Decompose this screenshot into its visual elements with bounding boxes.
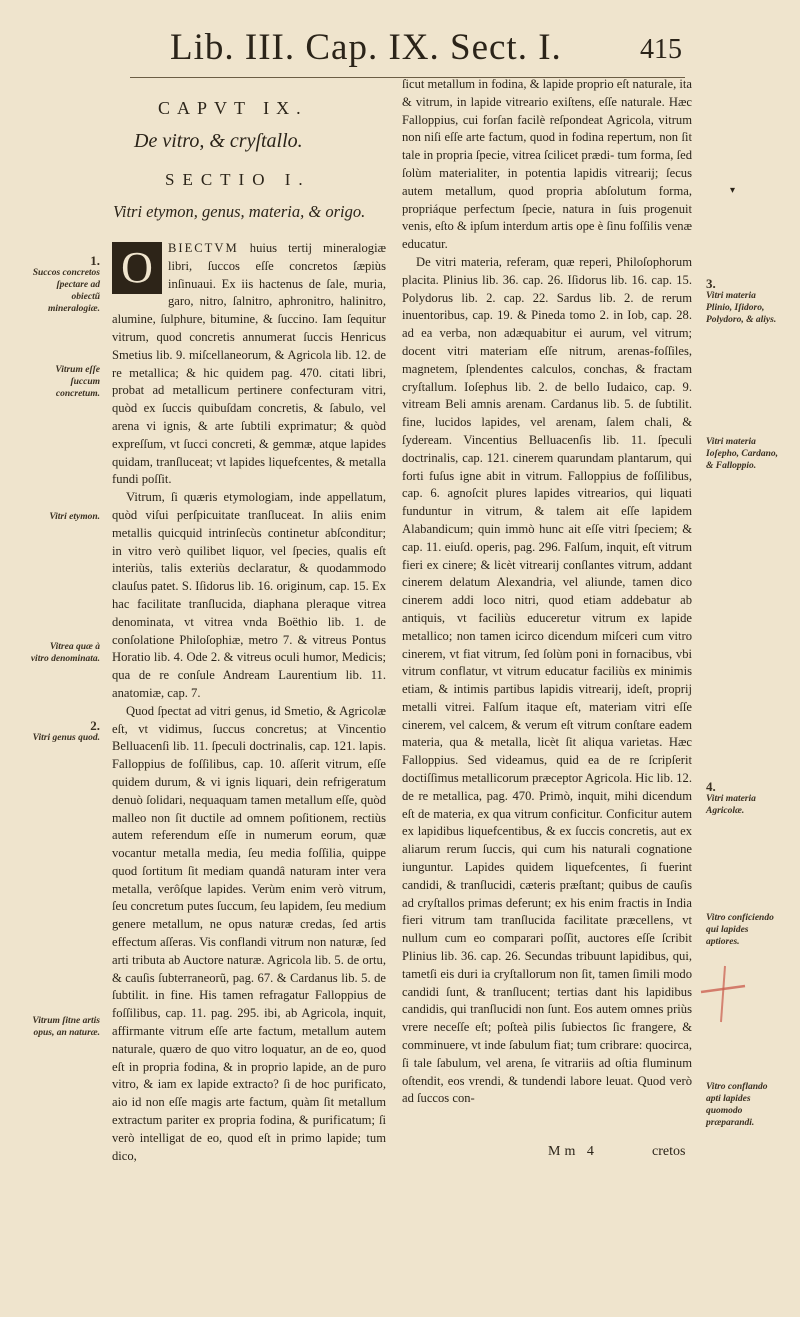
- catchword: cretos: [652, 1144, 686, 1159]
- chapter-subtitle: De vitro, & cryſtallo.: [134, 130, 303, 152]
- margin-note: 1. Succos concretos ſpectare ad obiectũ mineralogiæ.: [32, 253, 100, 314]
- margin-note: Vitro conficiendo qui lapides aptiores.: [706, 913, 774, 947]
- signature-mark: Mm 4: [548, 1144, 598, 1159]
- chapter-heading: CAPVT IX.: [158, 98, 308, 118]
- paragraph-text: huius tertij mineralogiæ libri, ſuccos eſſe concretos ſæpiùs inſinuaui. Ex iis hactenus de ſale, muria, garo, nitro, ſalnitro, aphronitro, halinitro, alumine, ſulphure, bitumine, & ſuccino. Iam ſequitur vitrum, quod concretis annumerat ſuccis Henricus Smetius lib. 9. miſcellaneorum, & Agricola lib. 12. de re metallica; & hic quidem pag. 470. citati libri, probat ad metallicum pertinere confecturam vitri, quòd ex ſuccis quibuſdam concretis, & ſabulo, vel arena vi ignis, & arte ſubtili exprimatur; & quòd expreſſum, vt ſucci concreti, & gemmæ, atque lapides quidam, tranſluceat; vt lapides liquefcentes, & metalla fundi poſſit.: [112, 241, 387, 487]
- opening-paragraph: [112, 240, 386, 489]
- red-ink-cross-mark: [695, 962, 749, 1026]
- decorated-initial: O: [112, 242, 162, 294]
- running-title: Lib. III. Cap. IX. Sect. I.: [170, 27, 562, 68]
- margin-note: 3. Vitri materia Plinio, Iſidoro, Polydoro, & aliys.: [706, 276, 777, 325]
- paragraph: ſicut metallum in fodina, & lapide proprio eſt naturale, ita & vitrum, in lapide vitreario exiſtens, eſſe naturale. Hæc Falloppius, cui forſan facilè reſpondeat Agricola, vitrum non niſi eſſe arte factum, quod in fodina repertum, non ſit tale in propria ſpecie, vitrea ſcilicet prædi- tum forma, ſed ſolùm materialiter, in potentia lapidis vitrearij; ſecus autem metallum, quod propria abſolutum forma, propriáque perfectum ſpecie, natura in ſuis progenuit venis, eſto & ipſum interdum artis ope è ſinu foſſilis venæ educatur.: [402, 77, 692, 252]
- section-subtitle: Vitri etymon, genus, materia, & origo.: [113, 202, 366, 221]
- page-number: 415: [640, 34, 682, 65]
- margin-note: Vitri materia Ioſepho, Cardano, & Falloppio.: [706, 437, 779, 471]
- lead-capitals: BIECTVM: [168, 241, 239, 255]
- section-heading: SECTIO I.: [165, 170, 311, 189]
- paragraph: Quod ſpectat ad vitri genus, id Smetio, & Agricolæ eſt, vt vidimus, ſuccus concretus; at Vincentio Belluacenſi lib. 11. ſpeculi doctrinalis, cap. 121. lapis. Falloppius de foſſilibus, cap. 10. aſſerit vitrum, eſſe quidem durum, & vi ignis liquari, dein refrigeratum denuò ſolidari, nequaquam tamen metallum eſſe, quòd malleo non ſit ductile ad omnem poſitionem, rectiùs autem referendum eſſe in numerum eorum, quæ vocantur metalla media, ſeu media foſſilia, quippe quod ſortitum ſit mediam quandâ naturam inter vera metalla, verôſque lapides. Verùm enim verò vitrum, ſeu concretum putes ſuccum, ſeu lapidem, ſeu medium genere metallum, ne opus naturæ credas, ſed artis effectum aſſeras. Vis conflandi vitrum non naturæ, ſed arti tributa ab Auctore naturæ. Agricola lib. 5. de ortu, & cauſis ſubterraneorũ, pag. 67. & Cardanus lib. 5. de ſubtilit. in fine. His tamen refragatur Falloppius de foſſilibus, cap. 11. pag. 295. ibi, ab Agricola, inquit, affirmante vitrum eſſe arte factum, metallum autem naturale, quæro de quo vitro loquatur, an de eo, quod eſt in propria fodina, & in proprio lapide, an de puro vitro, & iam ex lapide extracto? ſi de hoc purificato, aio id non eſſe magis arte factum, quàm ſit metallum extractum pariter ex propria fodina, & purificatum; ſi verò intelligat de eo, quod eſt in primo lapide; tum dico,: [112, 703, 386, 1163]
- right-text-column: [402, 76, 692, 1108]
- paragraph: Vitrum, ſi quæris etymologiam, inde appellatum, quòd viſui perſpicuitate tranſluceat. In aliis enim metallis quicquid intrinſecùs continetur abſconditur; in vitro verò quilibet liquor, vel ſpecies, qualis eſt interiùs, talis exteriùs declaratur, & quodammodo clauſus patet. S. Iſidorus lib. 16. originum, cap. 15. Ex hac facilitate tranſlucida, diaphana pleraque vitrea denominata, vt vitrea vnda Boëthio lib. 1. de conſolatione Philoſophiæ, metro 7. & vitreus Pontus Horatio lib. 4. Ode 2. & vitreus oculi humor, Medicis; qua de re conſule Andream Laurentium lib. 11. anatomiæ, cap. 7.: [112, 490, 386, 700]
- margin-note: Vitro conflando apti lapides quomodo præparandi.: [706, 1082, 768, 1128]
- margin-note: Vitrum ſitne artis opus, an naturæ.: [32, 1016, 100, 1038]
- paragraph: De vitri materia, referam, quæ reperi, Philoſophorum placita. Plinius lib. 36. cap. 26. Iſidorus lib. 16. cap. 15. Polydorus lib. 2. cap. 22. Sardus lib. 2. de rerum inuentoribus, cap. 19. & Pineda tomo 2. in Iob, cap. 28. ad ea verba, non adæquabitur ei aurum, vel vitrum; docent vitri materiam eſſe nitrum, arenas-foſſiles, magnetem, ſplendentes calculos, conchas, & fractam cryſtallum. Ioſephus lib. 2. de bello Iudaico, cap. 9. vitream Beli amnis arenam. Cardanus lib. 5. de ſubtilit. fine, lucidos lapides, vel arenam, ſalem chali, & ſydeream. Vincentius Belluacenſis lib. 11. ſpeculi doctrinalis, cap. 121. cinerem quarundam plantarum, qui forti fuſus igne abit in vitrum. Falloppius de foſſilibus, cap. 6. agnoſcit plures lapides vitrearios, qui liquati funduntur in vitrum, & talem ait eſſe lapidem Alabandicum; quin immò hunc ait eſſe vitri ſpeciem; & cap. 11. eiuſd. operis, pag. 296. Falſum, inquit, eſt vitrum fieri ex cinere; & licèt vitrearij conſlantes vitrum, addant cinerem delatum Alexandria, vel aliunde, tamen dico cinerem addi loco nitri, quod etiam addebatur ab antiquis, vt faciliùs educeretur vitrum ex lapide metallico; non tamen icirco dicendum miſceri cum vitro cinerem, vt fiat vitrum, ſed ſolùm poni in fornacibus, vbi vitrum conflatur, vt vitrum educatur faciliùs ex minimis etiam, & intimis partibus lapidis vitrearij, ideſt, proprij metalli vitrei. Falſum itaque eſt, materiam vitri eſſe cinerem, vel calcem, & verum eſt vitrum conſtare eadem materia, qua & metalla, licèt ſit aliqua varietas. Hæc Falloppius. Sed videamus, quid ea de re ſcripſerit doctiſſimus metallicorum præceptor Agricola. Hic lib. 12. de re metallica, pag. 470. Primò, inquit, mihi dicendum eſt de materia, ex qua vitrum conficitur. Conficitur autem ex lapidibus liquefcentibus, & ex ſuccis concretis, aut ex aliarum rerum ſuccis, qui cum his naturali cognatione iunguntur. Lapides quidem liquefcentes, ſi fuerint candidi, & tranſlucidi, cæteris præſtant; quibus de cauſis ad cryſtallos primas deferunt; ex his enim fractis in India fieri vitrum tam tranſlucida facilitate præcellens, vt nullum cum eo comparari poſſit, auctores eſſe ſcribit Plinius lib. 36. cap. 26. Secundas tribuunt lapidibus, qui, tametſi eis duri ia cryſtallorum non ſit, tamen ſimili modo candidi ſunt, & tranſlucent; tertias dant his lapidibus candidis, qui tranſlucidi non ſunt. Eos autem omnes priùs vrere neceſſe eſt; poſteà pilis ſubiectos ſic frangere, & comminuere, vt inde ſabulum fiat; tum cribrare: quocirca, ſi tale ſabulum, vel arena, ſe vitrariis ad oſtia fluminum oſtendit, eos vrendi, & tundendi labore leuat. Quod verò ad ſuccos con-: [402, 254, 692, 1106]
- margin-note: Vitrum eſſe ſuccum concretum.: [55, 365, 100, 399]
- margin-note: 4. Vitri materia Agricolæ.: [706, 779, 756, 816]
- margin-note: 2. Vitri genus quod.: [32, 718, 100, 743]
- ink-mark: ▾: [730, 185, 736, 196]
- margin-note: Vitrea quæ à vitro denominata.: [30, 642, 100, 664]
- left-text-column: [112, 240, 386, 1165]
- margin-note: Vitri etymon.: [49, 512, 100, 522]
